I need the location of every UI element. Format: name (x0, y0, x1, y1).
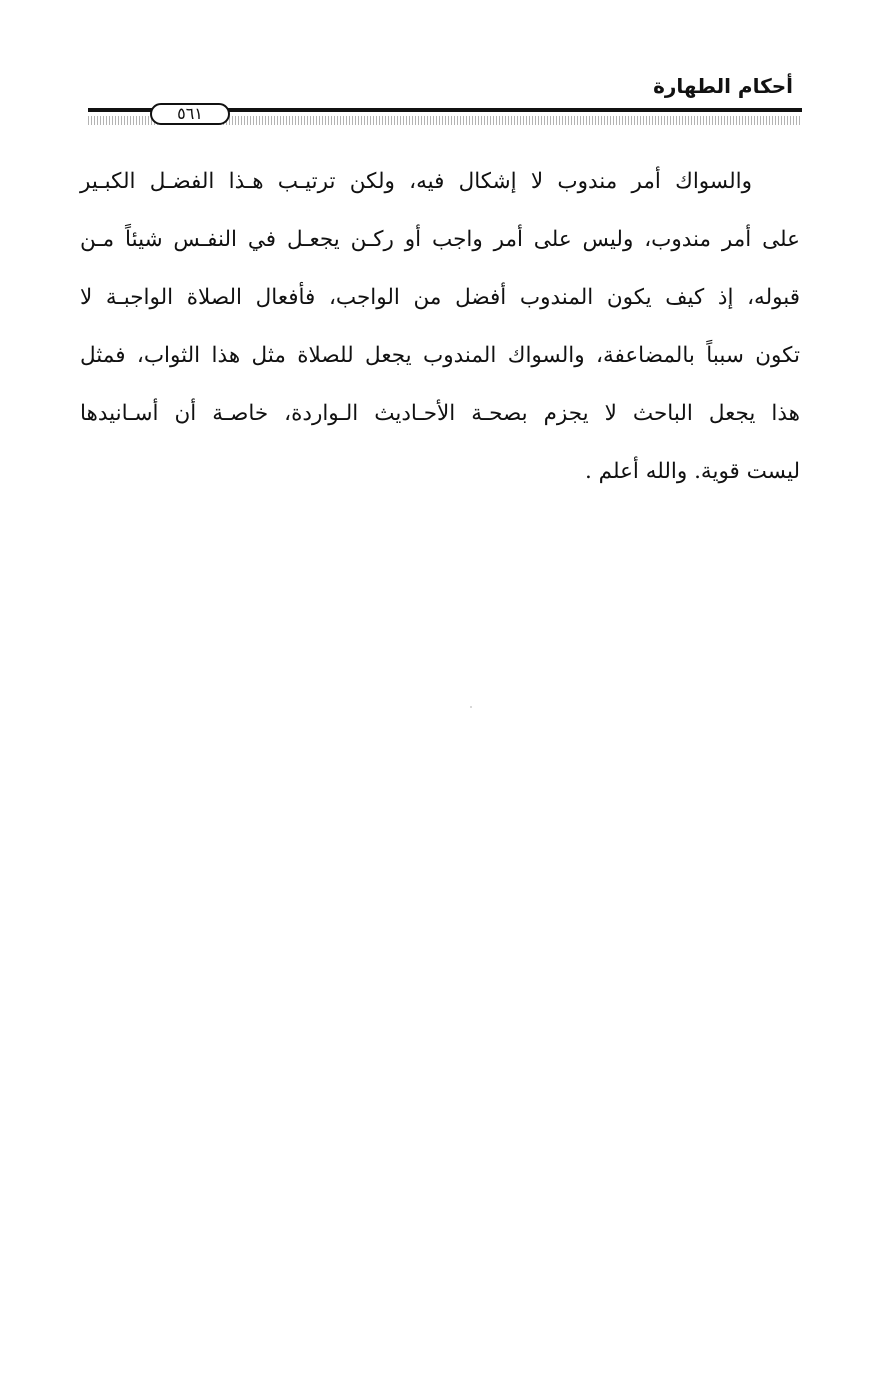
body-line-6: ليست قوية. والله أعلم . (584, 459, 800, 484)
body-line-3: قبوله، إذ كيف يكون المندوب أفضل من الواجب، فأفعال الصلاة الواجبـة لا (80, 285, 800, 310)
body-line-2: على أمر مندوب، وليس على أمر واجب أو ركـن يجعـل في النفـس شيئاً مـن (80, 227, 800, 252)
running-header-title: أحكام الطهارة (653, 74, 793, 98)
body-paragraph (80, 153, 800, 501)
body-line-4: تكون سبباً بالمضاعفة، والسواك المندوب يجعل للصلاة مثل هذا الثواب، فمثل (80, 343, 800, 368)
page-number (150, 103, 230, 125)
body-line-1: والسواك أمر مندوب لا إشكال فيه، ولكن ترتيـب هـذا الفضـل الكبـير (80, 169, 752, 194)
page-number-text: ٥٦١ (177, 104, 203, 123)
scan-speck (470, 706, 472, 708)
body-line-5: هذا يجعل الباحث لا يجزم بصحـة الأحـاديث الـواردة، خاصـة أن أسـانيدها (80, 401, 800, 426)
